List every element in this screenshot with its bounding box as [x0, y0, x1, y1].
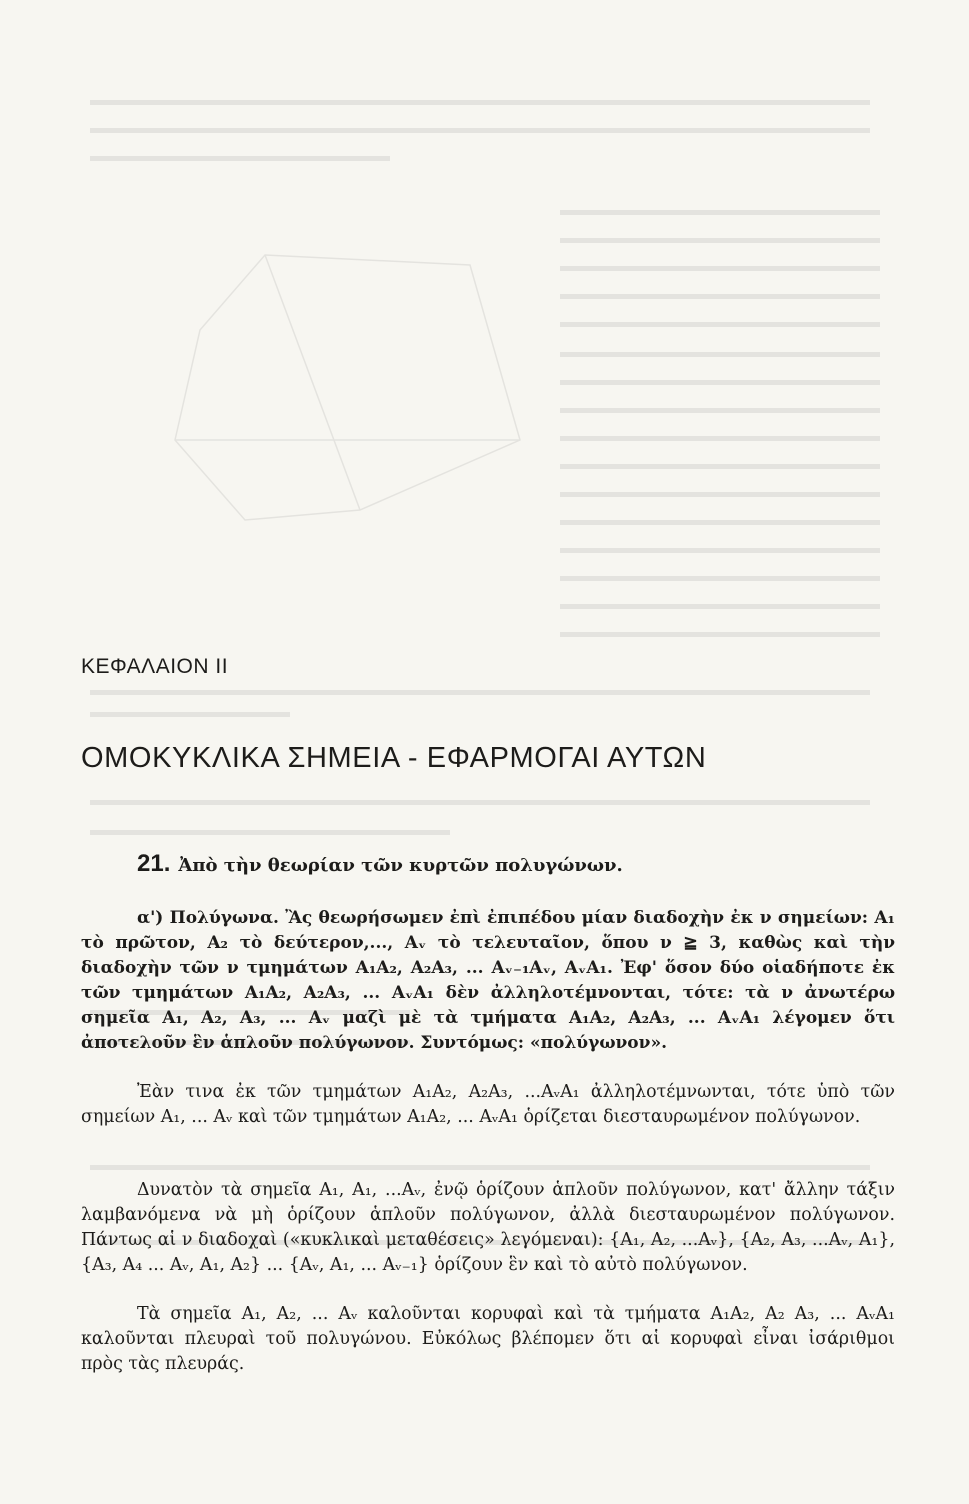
section-title: Ἀπὸ τὴν θεωρίαν τῶν κυρτῶν πολυγώνων. — [178, 855, 623, 876]
paragraph-text: α') Πολύγωνα. Ἂς θεωρήσωμεν ἐπὶ ἐπιπέδου μίαν διαδοχὴν ἐκ ν σημείων: A₁ τὸ πρῶτον, A₂ τὸ δεύτερον,..., Aᵥ τὸ τελευταῖον, ὅπου ν ≧ 3, καθὼς καὶ τὴν διαδοχὴν τῶν ν τμημάτων A₁A₂, A₂A₃, ... Aᵥ₋₁Aᵥ, AᵥA₁. Ἐφ' ὅσον δύο οἱαδήποτε ἐκ τῶν τμημάτων A₁A₂, A₂A₃, ... AᵥA₁ δὲν ἀλληλοτέμνονται, τότε: τὰ ν ἀνωτέρω σημεῖα A₁, A₂, A₃, ... Aᵥ μαζὶ μὲ τὰ τμήματα A₁A₂, A₂A₃, ... AᵥA₁ λέγομεν ὅτι ἀποτελοῦν ἓν ἁπλοῦν πολύγωνον. Συντόμως: «πολύγωνον». — [81, 908, 895, 1053]
section-number: 21. — [137, 850, 171, 877]
paragraph-vertices-sides — [81, 1302, 895, 1377]
paragraph-text: Δυνατὸν τὰ σημεῖα A₁, A₁, ...Aᵥ, ἐνῷ ὁρίζουν ἁπλοῦν πολύγωνον, κατ' ἄλλην τάξιν λαμβανόμενα νὰ μὴ ὁρίζουν ἁπλοῦν πολύγωνον, ἀλλὰ διεσταυρωμένον πολύγωνον. Πάντως αἱ ν διαδοχαὶ («κυκλικαὶ μεταθέσεις» λεγόμεναι): {A₁, A₂, ...Aᵥ}, {A₂, A₃, ...Aᵥ, A₁}, {A₃, A₄ ... Aᵥ, A₁, A₂} ... {Aᵥ, A₁, ... Aᵥ₋₁} ὁρίζουν ἓν καὶ τὸ αὐτὸ πολύγωνον. — [81, 1180, 895, 1275]
chapter-title: ΟΜΟΚΥΚΛΙΚΑ ΣΗΜΕΙΑ - ΕΦΑΡΜΟΓΑΙ ΑΥΤΩΝ — [81, 742, 707, 774]
paragraph-crossed-polygon — [81, 1080, 895, 1130]
paragraph-text: Τὰ σημεῖα A₁, A₂, ... Aᵥ καλοῦνται κορυφαὶ καὶ τὰ τμήματα A₁A₂, A₂ A₃, ... AᵥA₁ καλοῦνται πλευραὶ τοῦ πολυγώνου. Εὐκόλως βλέπομεν ὅτι αἱ κορυφαὶ εἶναι ἰσάριθμοι πρὸς τὰς πλευράς. — [81, 1304, 895, 1374]
paragraph-text: Ἐὰν τινα ἐκ τῶν τμημάτων A₁A₂, A₂A₃, ...AᵥA₁ ἀλληλοτέμνωνται, τότε ὑπὸ τῶν σημείων A₁, ... Aᵥ καὶ τῶν τμημάτων A₁A₂, ... AᵥA₁ ὁρίζεται διεσταυρωμένον πολύγωνον. — [81, 1082, 895, 1127]
paragraph-polygons-definition — [81, 906, 895, 1056]
chapter-label: ΚΕΦΑΛΑΙΟΝ ΙΙ — [81, 655, 229, 678]
paragraph-cyclic-permutations — [81, 1178, 895, 1278]
section-heading — [137, 850, 623, 878]
